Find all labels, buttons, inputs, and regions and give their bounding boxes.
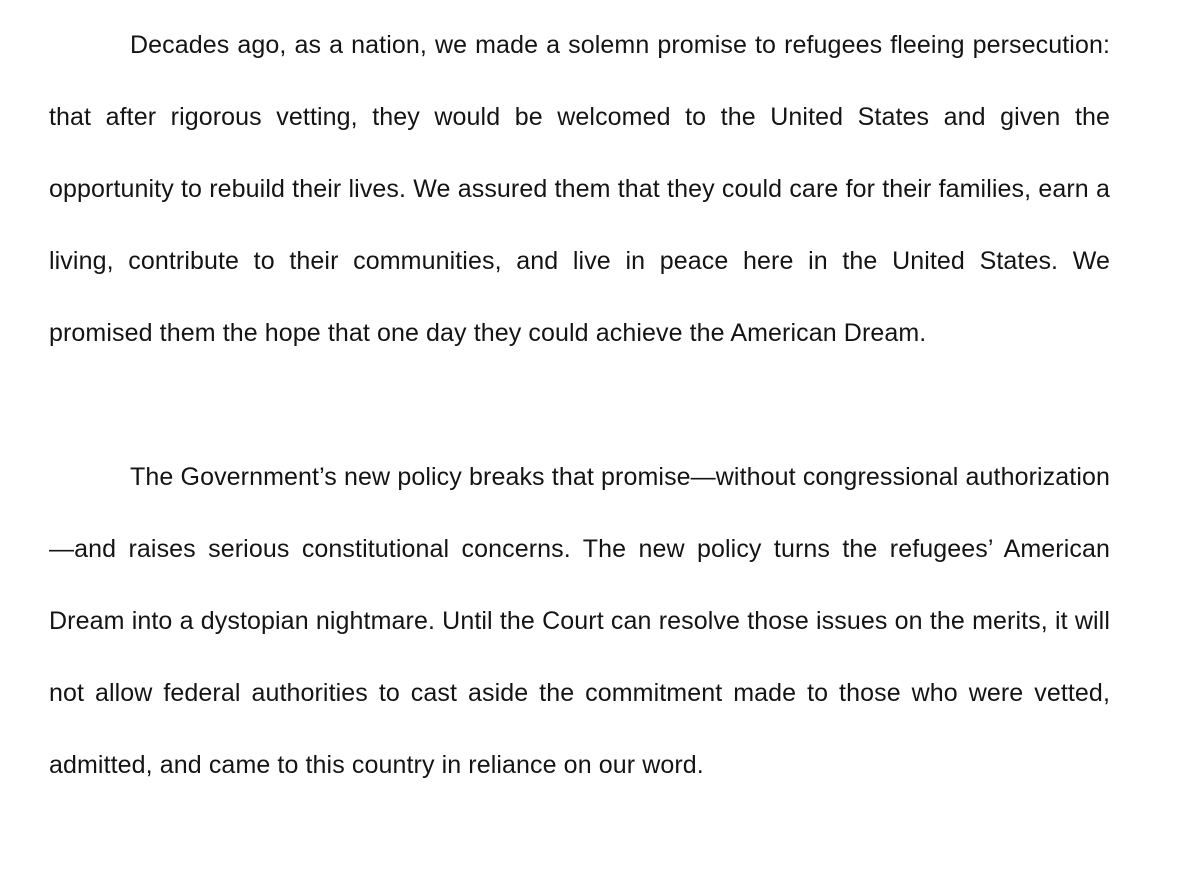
paragraph: The Government’s new policy breaks that promise—without congressional authorization—and raises serious constitutional concerns. The new policy turns the refugees’ American Dream into a dystopian nightmare. Until the Court can resolve those issues on the merits, it will not allow federal authorities to cast aside the commitment made to those who were vetted, admitted, and came to this country in reliance on our word.: [49, 463, 1110, 779]
paragraph: Decades ago, as a nation, we made a solemn promise to refugees fleeing persecution: that after rigorous vetting, they would be welcomed to the United States and given the opportunity to rebuild their lives. We assured them that they could care for their families, earn a living, contribute to their communities, and live in peace here in the United States. We promised them the hope that one day they could achieve the American Dream.: [49, 31, 1110, 347]
